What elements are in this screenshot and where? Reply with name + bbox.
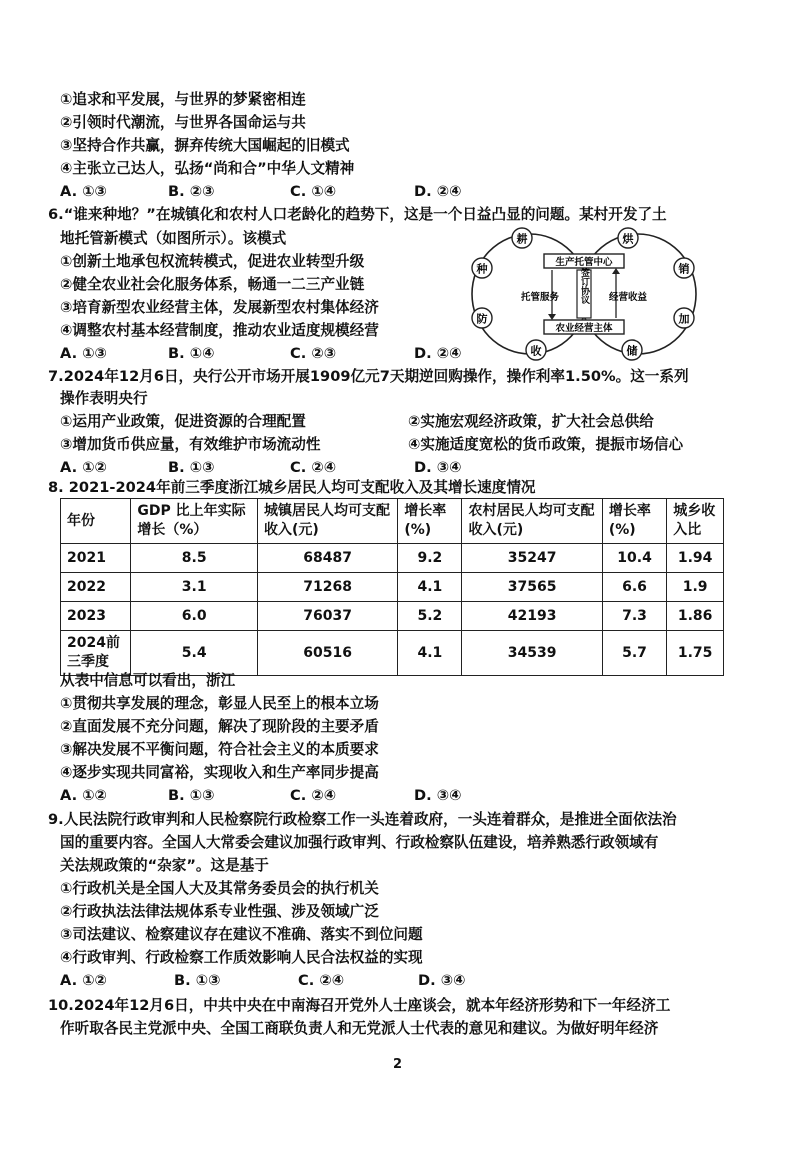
choice-b: B. ①③ xyxy=(168,459,215,476)
cell-rural-income: 42193 xyxy=(462,602,602,631)
income-table xyxy=(60,498,724,676)
bottom-box-label: 农业经营主体 xyxy=(555,323,613,334)
table-header-row xyxy=(61,499,724,544)
q7-choices xyxy=(60,458,480,478)
q5-option-2: ②引领时代潮流，与世界各国命运与共 xyxy=(60,114,306,131)
q6-stem-line2: 地托管新模式（如图所示）。该模式 xyxy=(60,230,287,247)
middle-label: 签订协议 xyxy=(579,268,589,304)
q8-lead: 从表中信息可以看出，浙江 xyxy=(60,672,236,689)
cell-rural-growth: 10.4 xyxy=(602,544,666,573)
q6-option-1: ①创新土地承包权流转模式，促进农业转型升级 xyxy=(60,253,365,270)
cell-gdp: 8.5 xyxy=(131,544,258,573)
q6-option-2: ②健全农业社会化服务体系，畅通一二三产业链 xyxy=(60,276,365,293)
cell-urban-income: 68487 xyxy=(257,544,397,573)
q9-option-1: ①行政机关是全国人大及其常务委员会的执行机关 xyxy=(60,880,379,897)
q7-option-1: ①运用产业政策，促进资源的合理配置 xyxy=(60,413,306,430)
cell-rural-growth: 7.3 xyxy=(602,602,666,631)
cell-gdp: 5.4 xyxy=(131,631,258,676)
cell-gdp: 6.0 xyxy=(131,602,258,631)
svg-text:销: 销 xyxy=(678,262,690,276)
table-row xyxy=(61,602,724,631)
header-ratio: 城乡收入比 xyxy=(667,499,724,544)
cell-urban-income: 76037 xyxy=(257,602,397,631)
cell-year: 2023 xyxy=(61,602,131,631)
q8-stem: 8. 2021-2024年前三季度浙江城乡居民人均可支配收入及其增长速度情况 xyxy=(48,479,536,496)
svg-text:加: 加 xyxy=(678,312,690,326)
left-arrow-head xyxy=(548,314,556,320)
q7-stem-line2: 操作表明央行 xyxy=(60,390,148,407)
choice-d: D. ②④ xyxy=(414,345,462,362)
table-row xyxy=(61,544,724,573)
header-urban-growth: 增长率(%) xyxy=(398,499,462,544)
choice-a: A. ①③ xyxy=(60,183,107,200)
svg-text:储: 储 xyxy=(626,344,638,358)
q10-stem-line2: 作听取各民主党派中央、全国工商联负责人和无党派人士代表的意见和建议。为做好明年经济 xyxy=(60,1020,659,1037)
q8-option-4: ④逐步实现共同富裕，实现收入和生产率同步提高 xyxy=(60,764,379,781)
choice-a: A. ①③ xyxy=(60,345,107,362)
choice-a: A. ①② xyxy=(60,787,107,804)
choice-d: D. ③④ xyxy=(414,459,462,476)
cell-rural-income: 37565 xyxy=(462,573,602,602)
q5-option-3: ③坚持合作共赢，摒弃传统大国崛起的旧模式 xyxy=(60,137,350,154)
cell-ratio: 1.86 xyxy=(667,602,724,631)
cell-urban-growth: 4.1 xyxy=(398,573,462,602)
q6-option-4: ④调整农村基本经营制度，推动农业适度规模经营 xyxy=(60,322,379,339)
q9-option-2: ②行政执法法律法规体系专业性强、涉及领域广泛 xyxy=(60,903,379,920)
cell-rural-income: 35247 xyxy=(462,544,602,573)
node-chu xyxy=(622,340,642,360)
left-label: 托管服务 xyxy=(520,292,560,303)
cell-year: 2022 xyxy=(61,573,131,602)
header-rural-growth: 增长率(%) xyxy=(602,499,666,544)
q8-option-1: ①贯彻共享发展的理念，彰显人民至上的根本立场 xyxy=(60,695,379,712)
svg-text:防: 防 xyxy=(476,312,488,326)
svg-text:种: 种 xyxy=(476,262,488,276)
q7-option-2: ②实施宏观经济政策，扩大社会总供给 xyxy=(408,413,654,430)
q9-stem-line2: 国的重要内容。全国人大常委会建议加强行政审判、行政检察队伍建设，培养熟悉行政领域有 xyxy=(60,834,659,851)
cell-urban-income: 60516 xyxy=(257,631,397,676)
node-shou xyxy=(526,340,546,360)
node-fang xyxy=(472,308,492,328)
node-hong xyxy=(618,228,638,248)
q9-stem-line1: 9.人民法院行政审判和人民检察院行政检察工作一头连着政府，一头连着群众，是推进全面依法治 xyxy=(48,811,677,828)
cell-rural-growth: 5.7 xyxy=(602,631,666,676)
svg-text:收: 收 xyxy=(530,344,542,358)
node-geng xyxy=(512,228,532,248)
header-gdp: GDP 比上年实际增长（%） xyxy=(131,499,258,544)
choice-a: A. ①② xyxy=(60,972,107,989)
q7-option-4: ④实施适度宽松的货币政策，提振市场信心 xyxy=(408,436,684,453)
table-row xyxy=(61,573,724,602)
right-arrow-head xyxy=(612,268,620,274)
choice-c: C. ①④ xyxy=(290,183,337,200)
table-row xyxy=(61,631,724,676)
choice-d: D. ③④ xyxy=(414,787,462,804)
choice-b: B. ①④ xyxy=(168,345,215,362)
cell-urban-growth: 4.1 xyxy=(398,631,462,676)
node-xiao xyxy=(674,258,694,278)
q9-choices xyxy=(60,971,480,991)
q5-option-4: ④主张立己达人，弘扬“尚和合”中华人文精神 xyxy=(60,160,355,177)
cell-urban-growth: 5.2 xyxy=(398,602,462,631)
choice-c: C. ②④ xyxy=(290,459,337,476)
land-trusteeship-diagram xyxy=(468,226,700,362)
cell-urban-growth: 9.2 xyxy=(398,544,462,573)
choice-c: C. ②④ xyxy=(290,787,337,804)
node-zhong xyxy=(472,258,492,278)
cell-ratio: 1.94 xyxy=(667,544,724,573)
q6-option-3: ③培育新型农业经营主体，发展新型农村集体经济 xyxy=(60,299,379,316)
cell-year: 2024前三季度 xyxy=(61,631,131,676)
q8-choices xyxy=(60,786,540,806)
choice-c: C. ②④ xyxy=(298,972,345,989)
header-rural-income: 农村居民人均可支配收入(元) xyxy=(462,499,602,544)
page-number: 2 xyxy=(393,1057,403,1072)
cell-ratio: 1.75 xyxy=(667,631,724,676)
header-year: 年份 xyxy=(61,499,131,544)
right-label: 经营收益 xyxy=(608,292,648,303)
q8-option-3: ③解决发展不平衡问题，符合社会主义的本质要求 xyxy=(60,741,379,758)
q6-choices xyxy=(60,344,480,364)
cell-gdp: 3.1 xyxy=(131,573,258,602)
q9-stem-line3: 关法规政策的“杂家”。这是基于 xyxy=(60,857,269,874)
choice-b: B. ②③ xyxy=(168,183,215,200)
q6-stem-line1: 6.“谁来种地？”在城镇化和农村人口老龄化的趋势下，这是一个日益凸显的问题。某村开发了土 xyxy=(48,206,667,223)
svg-text:耕: 耕 xyxy=(516,232,528,246)
choice-b: B. ①③ xyxy=(174,972,221,989)
choice-d: D. ③④ xyxy=(418,972,466,989)
cell-urban-income: 71268 xyxy=(257,573,397,602)
q5-choices xyxy=(60,182,560,202)
cell-year: 2021 xyxy=(61,544,131,573)
q5-option-1: ①追求和平发展，与世界的梦紧密相连 xyxy=(60,91,306,108)
choice-c: C. ②③ xyxy=(290,345,337,362)
q9-option-3: ③司法建议、检察建议存在建议不准确、落实不到位问题 xyxy=(60,926,423,943)
svg-text:烘: 烘 xyxy=(622,232,634,246)
choice-b: B. ①③ xyxy=(168,787,215,804)
q7-option-3: ③增加货币供应量，有效维护市场流动性 xyxy=(60,436,321,453)
q7-stem-line1: 7.2024年12月6日，央行公开市场开展1909亿元7天期逆回购操作，操作利率1.50%。这一系列 xyxy=(48,368,689,385)
cell-rural-growth: 6.6 xyxy=(602,573,666,602)
choice-a: A. ①② xyxy=(60,459,107,476)
top-box-label: 生产托管中心 xyxy=(555,257,613,268)
q10-stem-line1: 10.2024年12月6日，中共中央在中南海召开党外人士座谈会，就本年经济形势和下一年经济工 xyxy=(48,997,671,1014)
q9-option-4: ④行政审判、行政检察工作质效影响人民合法权益的实现 xyxy=(60,949,423,966)
cell-ratio: 1.9 xyxy=(667,573,724,602)
cell-rural-income: 34539 xyxy=(462,631,602,676)
q8-option-2: ②直面发展不充分问题，解决了现阶段的主要矛盾 xyxy=(60,718,379,735)
header-urban-income: 城镇居民人均可支配收入(元) xyxy=(257,499,397,544)
choice-d: D. ②④ xyxy=(414,183,462,200)
node-jia xyxy=(674,308,694,328)
